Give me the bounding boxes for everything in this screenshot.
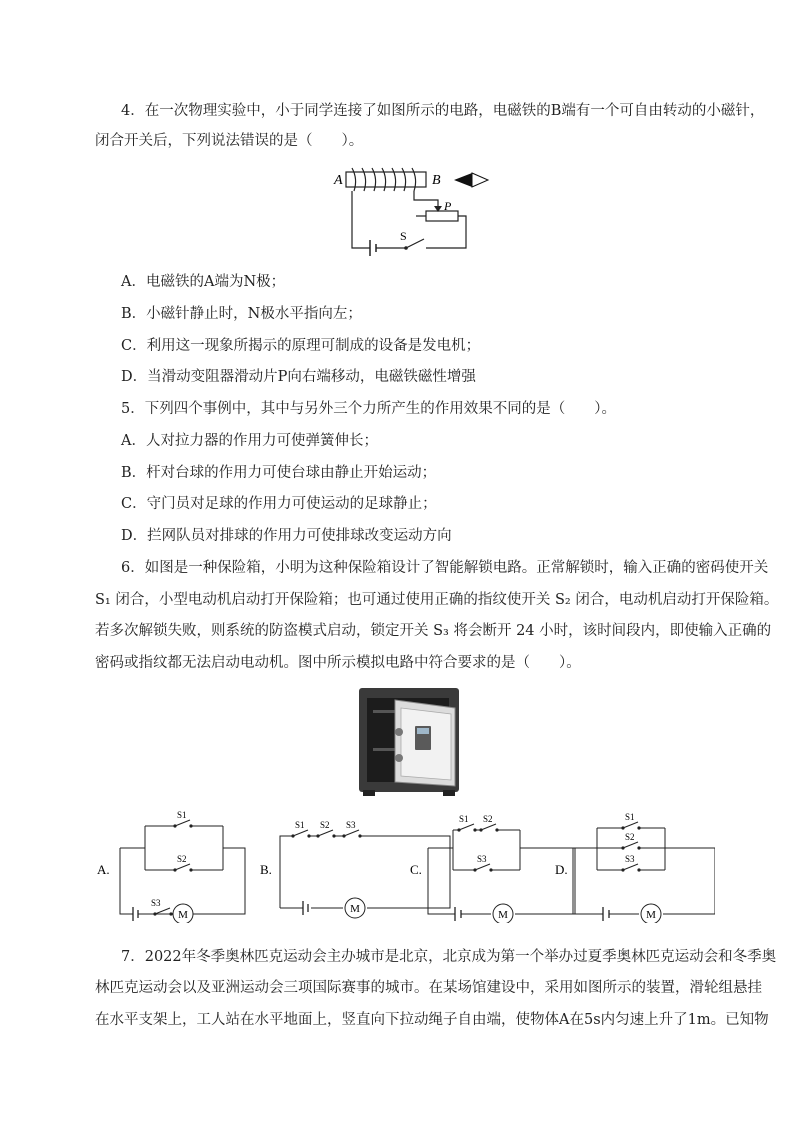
q4-option-d: D．当滑动变阻器滑动片P向右端移动，电磁铁磁性增强 <box>121 369 476 385</box>
d-switch-s2 <box>621 842 640 850</box>
a-s2-label: S2 <box>177 854 187 864</box>
q5-option-b: B．杆对台球的作用力可使台球由静止开始运动； <box>121 465 437 481</box>
q6-stem-line1: 6．如图是一种保险箱，小明为这种保险箱设计了智能解锁电路。正常解锁时，输入正确的密码使开关 <box>121 560 769 576</box>
b-s2-label: S2 <box>320 820 330 830</box>
d-motor-label: M <box>646 909 656 921</box>
a-motor-label: M <box>178 909 188 921</box>
q5-stem: 5．下列四个事例中，其中与另外三个力所产生的作用效果不同的是（ ）。 <box>121 401 616 417</box>
d-s2-label: S2 <box>625 832 635 842</box>
q6-stem-line4: 密码或指纹都无法启动电动机。图中所示模拟电路中符合要求的是（ ）。 <box>95 655 581 671</box>
q4-option-c: C．利用这一现象所揭示的原理可制成的设备是发电机； <box>121 338 481 354</box>
b-motor-label: M <box>350 903 360 915</box>
q5-option-a: A．人对拉力器的作用力可使弹簧伸长； <box>121 433 378 449</box>
q5-option-d: D．拦网队员对排球的作用力可使排球改变运动方向 <box>121 528 452 544</box>
label-s: S <box>400 229 407 243</box>
b-s1-label: S1 <box>295 820 305 830</box>
d-switch-s3 <box>621 864 640 872</box>
q7-stem-line1: 7．2022年冬季奥林匹克运动会主办城市是北京，北京成为第一个举办过夏季奥林匹克运动会和冬季奥 <box>121 949 777 965</box>
label-a: A <box>334 173 343 188</box>
q6-circuit-options <box>95 808 715 923</box>
circuit-c-label: C. <box>410 862 422 877</box>
c-s2-label: S2 <box>483 814 493 824</box>
safe-image <box>355 686 465 801</box>
a-s3-label: S3 <box>151 898 161 908</box>
q4-option-a: A．电磁铁的A端为N极； <box>121 274 286 290</box>
q7-stem-line3: 在水平支架上，工人站在水平地面上，竖直向下拉动绳子自由端，使物体A在5s内匀速上升了1m。已知物 <box>95 1012 769 1028</box>
battery <box>370 240 400 256</box>
c-switch-s3 <box>473 864 492 872</box>
compass-needle-icon <box>454 173 488 187</box>
b-switch-s1 <box>291 830 310 838</box>
c-switch-s2 <box>479 824 498 832</box>
d-s1-label: S1 <box>625 812 635 822</box>
b-switch-s3 <box>342 830 361 838</box>
label-b: B <box>432 173 441 188</box>
b-switch-s2 <box>316 830 335 838</box>
q6-stem-line3: 若多次解锁失败，则系统的防盗模式启动，锁定开关 S₃ 将会断开 24 小时，该时间段内，即使输入正确的 <box>95 623 772 639</box>
a-switch-s1 <box>173 820 192 828</box>
b-s3-label: S3 <box>346 820 356 830</box>
c-switch-s1 <box>457 824 476 832</box>
c-s3-label: S3 <box>477 854 487 864</box>
a-switch-s2 <box>173 864 192 872</box>
q5-option-c: C．守门员对足球的作用力可使运动的足球静止； <box>121 496 437 512</box>
c-motor-label: M <box>498 909 508 921</box>
circuit-d-label: D. <box>555 862 568 877</box>
q4-circuit-figure <box>330 160 500 260</box>
d-s3-label: S3 <box>625 854 635 864</box>
a-s1-label: S1 <box>177 810 187 820</box>
q6-stem-line2: S₁ 闭合，小型电动机启动打开保险箱；也可通过使用正确的指纹使开关 S₂ 闭合，电动机启动打开保险箱。 <box>95 592 779 608</box>
q4-option-b: B．小磁针静止时，N极水平指向左； <box>121 306 362 322</box>
q7-stem-line2: 林匹克运动会以及亚洲运动会三项国际赛事的城市。在某场馆建设中，采用如图所示的装置，滑轮组悬挂 <box>95 980 762 996</box>
q4-stem-line2: 闭合开关后，下列说法错误的是（ ）。 <box>95 133 364 149</box>
switch-blade <box>406 239 424 248</box>
q4-stem-line1: 4．在一次物理实验中，小于同学连接了如图所示的电路，电磁铁的B端有一个可自由转动的小磁针， <box>121 103 765 119</box>
rheostat <box>426 211 458 221</box>
circuit-b-label: B. <box>260 862 272 877</box>
circuit-a-label: A. <box>97 862 110 877</box>
label-p: P <box>444 199 452 213</box>
d-switch-s1 <box>621 822 640 830</box>
c-s1-label: S1 <box>459 814 469 824</box>
